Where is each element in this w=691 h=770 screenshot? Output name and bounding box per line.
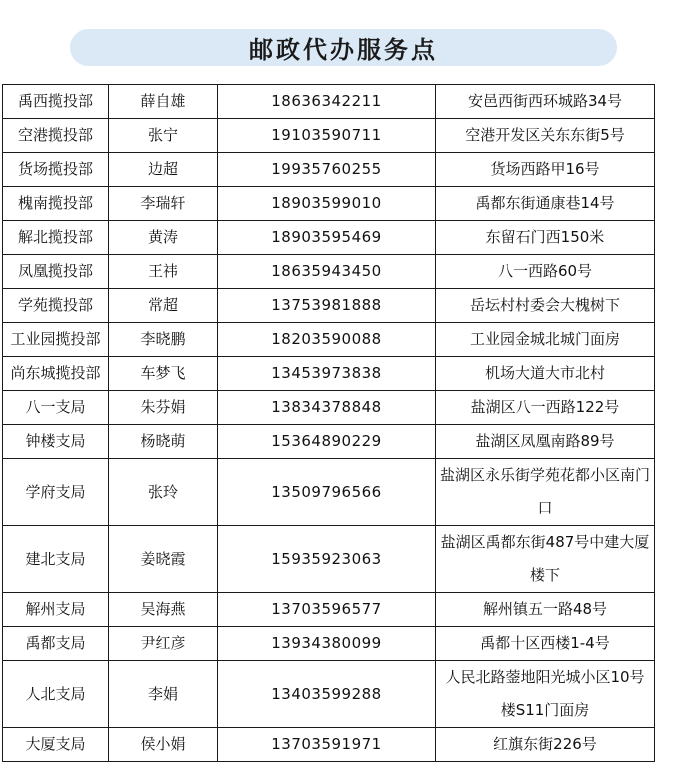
cell-contact: 张玲: [109, 459, 218, 526]
cell-name: 禹西揽投部: [3, 85, 109, 119]
cell-phone: 18203590088: [218, 323, 436, 357]
cell-name: 尚东城揽投部: [3, 357, 109, 391]
table-body: [3, 85, 655, 762]
cell-name: 大厦支局: [3, 728, 109, 762]
table-row: [3, 323, 655, 357]
cell-address: 人民北路蓥地阳光城小区10号楼S11门面房: [436, 661, 655, 728]
table-row: [3, 728, 655, 762]
cell-phone: 13453973838: [218, 357, 436, 391]
cell-phone: 19935760255: [218, 153, 436, 187]
cell-address: 工业园金城北城门面房: [436, 323, 655, 357]
cell-name: 钟楼支局: [3, 425, 109, 459]
service-points-table: [2, 84, 655, 762]
cell-name: 人北支局: [3, 661, 109, 728]
cell-name: 槐南揽投部: [3, 187, 109, 221]
cell-name: 建北支局: [3, 526, 109, 593]
cell-address: 机场大道大市北村: [436, 357, 655, 391]
cell-contact: 李瑞轩: [109, 187, 218, 221]
table-row: [3, 255, 655, 289]
cell-contact: 侯小娟: [109, 728, 218, 762]
cell-phone: 19103590711: [218, 119, 436, 153]
cell-name: 空港揽投部: [3, 119, 109, 153]
table-row: [3, 593, 655, 627]
cell-address: 盐湖区凤凰南路89号: [436, 425, 655, 459]
cell-name: 解北揽投部: [3, 221, 109, 255]
cell-contact: 姜晓霞: [109, 526, 218, 593]
cell-contact: 边超: [109, 153, 218, 187]
table-row: [3, 289, 655, 323]
cell-name: 凤凰揽投部: [3, 255, 109, 289]
table-row: [3, 85, 655, 119]
cell-address: 岳坛村村委会大槐树下: [436, 289, 655, 323]
cell-address: 空港开发区关东东街5号: [436, 119, 655, 153]
table-row: [3, 526, 655, 593]
cell-address: 货场西路甲16号: [436, 153, 655, 187]
cell-name: 解州支局: [3, 593, 109, 627]
cell-address: 东留石门西150米: [436, 221, 655, 255]
cell-phone: 18635943450: [218, 255, 436, 289]
cell-phone: 18636342211: [218, 85, 436, 119]
cell-address: 红旗东街226号: [436, 728, 655, 762]
cell-name: 学府支局: [3, 459, 109, 526]
table-row: [3, 119, 655, 153]
cell-contact: 王祎: [109, 255, 218, 289]
cell-name: 禹都支局: [3, 627, 109, 661]
cell-address: 盐湖区永乐街学苑花都小区南门口: [436, 459, 655, 526]
table-row: [3, 627, 655, 661]
cell-phone: 13934380099: [218, 627, 436, 661]
cell-name: 八一支局: [3, 391, 109, 425]
cell-contact: 吴海燕: [109, 593, 218, 627]
cell-address: 解州镇五一路48号: [436, 593, 655, 627]
cell-contact: 车梦飞: [109, 357, 218, 391]
cell-phone: 18903599010: [218, 187, 436, 221]
cell-contact: 常超: [109, 289, 218, 323]
table-row: [3, 357, 655, 391]
cell-phone: 13753981888: [218, 289, 436, 323]
cell-contact: 黄涛: [109, 221, 218, 255]
cell-contact: 李晓鹏: [109, 323, 218, 357]
cell-contact: 杨晓萌: [109, 425, 218, 459]
cell-phone: 13703596577: [218, 593, 436, 627]
cell-address: 安邑西街西环城路34号: [436, 85, 655, 119]
cell-phone: 15364890229: [218, 425, 436, 459]
cell-address: 盐湖区禹都东街487号中建大厦楼下: [436, 526, 655, 593]
table-row: [3, 661, 655, 728]
table-row: [3, 425, 655, 459]
table-row: [3, 391, 655, 425]
cell-phone: 15935923063: [218, 526, 436, 593]
cell-contact: 朱芬娟: [109, 391, 218, 425]
table-row: [3, 153, 655, 187]
table-row: [3, 221, 655, 255]
cell-name: 学苑揽投部: [3, 289, 109, 323]
cell-address: 禹都十区西楼1-4号: [436, 627, 655, 661]
page-title: 邮政代办服务点: [70, 29, 617, 66]
cell-contact: 张宁: [109, 119, 218, 153]
cell-phone: 13403599288: [218, 661, 436, 728]
cell-address: 禹都东街通康巷14号: [436, 187, 655, 221]
cell-phone: 13834378848: [218, 391, 436, 425]
cell-phone: 13509796566: [218, 459, 436, 526]
cell-contact: 薛自雄: [109, 85, 218, 119]
cell-phone: 13703591971: [218, 728, 436, 762]
cell-contact: 尹红彦: [109, 627, 218, 661]
table-row: [3, 459, 655, 526]
cell-address: 盐湖区八一西路122号: [436, 391, 655, 425]
cell-address: 八一西路60号: [436, 255, 655, 289]
cell-contact: 李娟: [109, 661, 218, 728]
table-row: [3, 187, 655, 221]
cell-phone: 18903595469: [218, 221, 436, 255]
cell-name: 工业园揽投部: [3, 323, 109, 357]
cell-name: 货场揽投部: [3, 153, 109, 187]
